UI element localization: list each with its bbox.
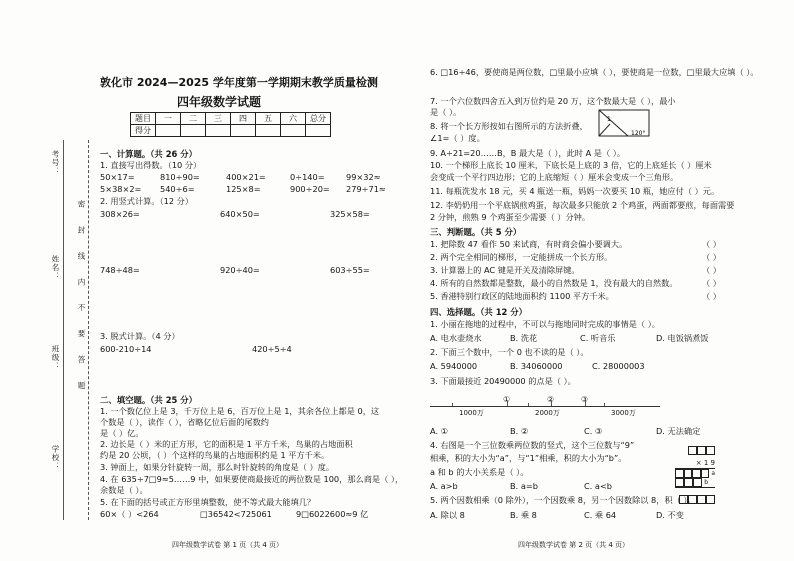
score-cell: 三 [206,113,231,125]
judge-answer-blank[interactable]: （ ） [702,239,721,249]
number-line-tick [551,401,552,406]
score-cell: 二 [181,113,206,125]
product-row-a [675,469,715,478]
fill-q7-line: 是（ ）。 [430,107,462,117]
judge-q4: 4. 所有的自然数都是整数，最小的自然数是 1，没有最大的自然数。 [430,278,678,288]
calc-item: 50×17= [100,172,135,182]
vertical-calc-item: 640×50= [220,209,260,219]
fill-q10-line: 10. 一个梯形上底长 10 厘米，下底长是上底的 3 倍，它的上底延长（ ）厘米 [430,160,712,170]
fold-figure [598,108,652,140]
score-input-cell[interactable] [306,125,331,137]
fill-q6: 6. □16÷46，要使商是两位数，□里最小应填（ ），要使商是一位数，□里最大应填（ ）。 [430,67,759,77]
calc-item: 900÷20= [290,184,330,194]
fill-q8-line: 8. 将一个长方形按如右图所示的方法折叠， [430,121,588,131]
digit-box [675,478,684,487]
kaohao-label: 考号： [51,150,60,176]
fill-q7-line: 7. 一个六位数四舍五入到万位约是 20 万，这个数最大是（ ），最小 [430,96,676,106]
judge-answer-blank[interactable]: （ ） [702,291,721,301]
fill-q12-line: 2 分钟，煎熟 9 个鸡蛋至少需要（ ）分钟。 [430,212,591,222]
seal-text: 密 封 线 内 不 要 答 题 [77,200,86,397]
choice-option[interactable]: A. ① [430,426,449,436]
calc-item: 810÷90= [160,172,200,182]
calc-item: 125×8= [226,184,261,194]
digit-box [688,446,697,455]
section-4-heading: 四、选择题。（共 12 分） [430,307,528,317]
choice-option[interactable]: C. ③ [584,426,603,436]
xuexiao-label: 学校： [51,445,60,471]
number-line-tick [507,401,508,406]
choice-q1: 1. 小丽在拖地的过程中，不可以与拖地同时完成的事情是（ ）。 [430,319,660,329]
digit-box [684,469,693,478]
digit-box [684,478,693,487]
fold-line [599,124,610,136]
q1-3-heading: 3. 脱式计算。（4 分） [100,331,180,341]
choice-option[interactable]: A. 5940000 [430,361,478,371]
score-cell: 总分 [306,113,331,125]
choice-q2: 2. 下面三个数中，一个 0 也不读的是（ ）。 [430,347,589,357]
number-line-mark: ① [503,395,511,404]
angle-120-label: 120° [631,130,646,137]
vertical-calc-item: 325×58= [330,209,370,219]
choice-q5: 5. 两个因数相乘（0 除外），一个因数乘 8，另一个因数除以 8，积（ ）。 [430,495,696,505]
step-calc-item: 420÷5÷4 [252,344,292,354]
judge-q1: 1. 把除数 47 看作 50 来试商，有时商会偏小要调大。 [430,239,628,249]
fill-q11: 11. 每瓶洗发水 18 元，买 4 瓶送一瓶，妈妈一次要买 10 瓶，她应付（ ）元。 [430,186,720,196]
calc-item: 279÷71≈ [346,184,386,194]
score-value-row [131,125,331,137]
choice-option[interactable]: C. 听音乐 [580,333,616,343]
score-cell: 六 [281,113,306,125]
choice-option[interactable]: C. 28000003 [592,361,645,371]
number-line-tick-label: 3000万 [611,409,636,417]
fill-q5-item: 9□6022600≈9 亿 [296,509,369,519]
multiplier-row: × 1 9 [675,459,715,469]
fill-q8-line: ∠1=（ ）度。 [430,133,485,143]
page-footer-right: 四年级数学试卷 第 2 页（共 4 页） [518,541,630,549]
choice-option[interactable]: A. a>b [430,481,458,491]
choice-q4-line: a 和 b 的大小关系是（ ）。 [430,467,529,477]
fill-q5-item: □36542<725061 [200,509,272,519]
vertical-calc-item: 603÷55= [330,265,370,275]
exam-title: 敦化市 2024—2025 学年度第一学期期末教学质量检测 [100,76,378,89]
choice-option[interactable]: C. a<b [584,481,612,491]
score-input-cell[interactable] [206,125,231,137]
page-footer-left: 四年级数学试卷 第 1 页（共 4 页） [172,541,284,549]
section-3-heading: 三、判断题。（共 5 分） [430,227,522,237]
choice-option[interactable]: D. 电饭锅煮饭 [656,333,709,343]
number-line-tick-label: 1000万 [459,409,484,417]
score-cell: 得分 [131,125,156,137]
score-cell: 一 [156,113,181,125]
fold-line [599,110,628,136]
judge-answer-blank[interactable]: （ ） [702,265,721,275]
xingming-label: 姓名： [51,255,60,281]
exam-subtitle: 四年级数学试题 [177,95,262,109]
fill-q3: 3. 钟面上，如果分针旋转一周，那么时针旋转的角度是（ ）度。 [100,462,335,472]
choice-q4-line: 4. 右图是一个三位数乘两位数的竖式，这个三位数与“9” [430,440,635,450]
binding-line-1 [63,140,64,520]
number-line-tick [585,401,586,406]
vertical-calc-item: 748÷48= [100,265,140,275]
angle-label: 1 [607,116,611,123]
score-header-row [131,113,331,125]
fill-q12-line: 12. 李奶奶用一个平底锅煎鸡蛋，每次最多只能放 2 个鸡蛋，两面都要煎，每面需要 [430,200,735,210]
fill-q5-item: 60×（ ）<264 [100,509,159,519]
q1-1-heading: 1. 直接写出得数。（10 分） [100,160,202,170]
judge-answer-blank[interactable]: （ ） [702,278,721,288]
score-cell: 五 [256,113,281,125]
digit-box [692,469,701,478]
fill-q1-line: 是（ ）亿。 [100,428,144,438]
product-a-label: a [711,470,715,477]
digit-box [706,446,715,455]
vertical-calc-item: 308×26= [100,209,140,219]
calc-item: 99×32≈ [346,172,381,182]
section-1-heading: 一、计算题。（共 26 分） [100,149,198,159]
choice-q4-line: 相乘，积的大小为“a”，与“1”相乘，积的大小为“b”。 [430,453,627,463]
fill-q2-line: 约是 20 公顷，（ ）个这样的鸟巢的占地面积约是 1 平方千米。 [100,450,330,460]
product-row-b [675,478,715,488]
fill-q5: 5. 在下面的括号或正方形里填整数，使不等式最大能填几？ [100,497,316,507]
product-b-label: b [704,479,708,486]
vertical-calc-item: 920÷40= [220,265,260,275]
fill-q10-line: 会变成一个平行四边形；它的上底缩短（ ）厘米会变成一个三角形。 [430,172,679,182]
choice-option[interactable]: B. 34060000 [510,361,563,371]
judge-q2: 2. 两个完全相同的梯形，一定能拼成一个长方形。 [430,252,613,262]
number-line-tick-label: 2000万 [535,409,560,417]
fill-q4-line: 余数是（ ）。 [100,485,148,495]
digit-box [706,495,715,504]
digit-box [701,469,710,478]
number-line [430,406,660,407]
digit-box [697,446,706,455]
q1-2-heading: 2. 用竖式计算。（12 分） [100,196,194,206]
calc-item: 0÷140= [290,172,325,182]
choice-option[interactable]: B. 乘 8 [510,510,537,520]
fill-q4-line: 4. 在 635÷7□9≈5……9 中，如果要使商最接近的两位数是 100，那么商是（ ）， [100,474,404,484]
calc-item: 400×21= [226,172,266,182]
choice-q3: 3. 下面最接近 20490000 的点是（ ）。 [430,376,576,386]
score-input-cell[interactable] [281,125,306,137]
calc-item: 5×38×2= [100,184,142,194]
score-table [130,112,331,137]
score-input-cell[interactable] [231,125,256,137]
step-calc-item: 600-210÷14 [100,344,152,354]
digit-boxes [675,440,715,459]
digit-box [675,469,684,478]
score-input-cell[interactable] [181,125,206,137]
choice-option[interactable]: B. a=b [510,481,538,491]
choice-option[interactable]: B. 洗花 [510,333,538,343]
judge-q5: 5. 香港特别行政区的陆地面积约 1100 平方千米。 [430,291,614,301]
choice-option[interactable]: D. 无法确定 [656,426,701,436]
fill-q1-line: 个数是（ ），读作（ ），省略亿位后面的尾数约 [100,417,269,427]
digit-box [697,495,706,504]
number-line-tick [452,403,453,406]
fill-q1-line: 1. 一个数亿位上是 3，千万位上是 6，百万位上是 1，其余各位上都是 0，这 [100,406,380,416]
number-line-tick [604,403,605,406]
calc-item: 540÷6= [160,184,195,194]
score-cell: 四 [231,113,256,125]
section-2-heading: 二、填空题。（共 25 分） [100,395,198,405]
score-cell: 题目 [131,113,156,125]
fill-q9: 9. A÷21=20……B，B 最大是（ ），此时 A 是（ ）。 [430,148,626,158]
fill-q2-line: 2. 边长是（ ）米的正方形，它的面积是 1 平方千米，鸟巢的占地面积 [100,439,353,449]
score-input-cell[interactable] [156,125,181,137]
choice-option[interactable]: B. ② [510,426,529,436]
choice-option[interactable]: A. 电水壶烧水 [430,333,482,343]
choice-option[interactable]: C. 乘 64 [584,510,617,520]
banji-label: 班级： [51,345,60,371]
number-line-mark: ③ [581,395,589,404]
binding-line-2 [88,140,89,520]
judge-q3: 3. 计算器上的 AC 键是开关及清除屏键。 [430,265,580,275]
score-input-cell[interactable] [256,125,281,137]
judge-answer-blank[interactable]: （ ） [702,252,721,262]
choice-option[interactable]: D. 不变 [656,510,684,520]
digit-box [693,478,702,487]
number-line-tick [528,403,529,406]
choice-option[interactable]: A. 除以 8 [430,510,465,520]
number-line-mark: ② [547,395,555,404]
